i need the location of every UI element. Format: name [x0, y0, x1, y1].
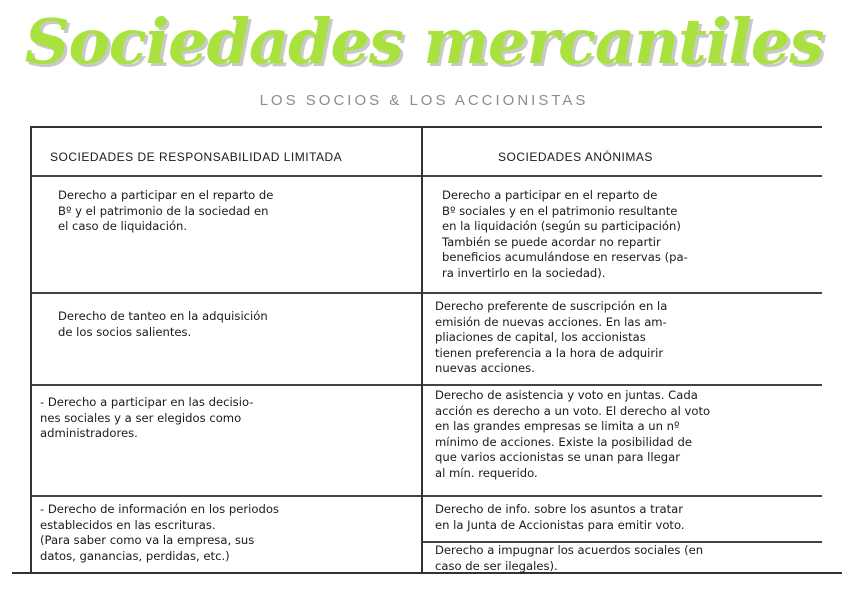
sa-cell: Derecho de info. sobre los asuntos a tratar en la Junta de Accionistas para emitir voto. [435, 502, 685, 532]
comparison-table [30, 126, 822, 574]
page-title: Sociedades mercantiles [24, 5, 824, 78]
srl-cell: Derecho a participar en el reparto de Bº y el patrimonio de la sociedad en el caso de liquidación. [58, 188, 274, 233]
row-divider [423, 384, 822, 386]
header-sa: SOCIEDADES ANÓNIMAS [498, 150, 653, 164]
row-divider [32, 292, 421, 294]
sa-cell: Derecho de asistencia y voto en juntas. Cada acción es derecho a un voto. El derecho al voto en las grandes empresas se limita a un nº mínimo de acciones. Existe la posibilidad de que varios accionistas se unan para llegar al mín. requerido. [435, 388, 711, 480]
bottom-rule [12, 572, 842, 574]
column-divider [421, 128, 423, 574]
sa-cell: Derecho preferente de suscripción en la emisión de nuevas acciones. En las am- pliaciones de capital, los accionistas tienen preferencia a la hora de adquirir nuevas acciones. [435, 299, 668, 375]
row-divider [423, 495, 822, 497]
sa-cell: Derecho a impugnar los acuerdos sociales (en caso de ser ilegales). [435, 543, 704, 573]
srl-cell: - Derecho a participar en las decisio- nes sociales y a ser elegidos como administradores. [40, 395, 254, 440]
row-divider [32, 175, 421, 177]
row-divider [423, 175, 822, 177]
row-divider [423, 292, 822, 294]
header-srl: SOCIEDADES DE RESPONSABILIDAD LIMITADA [50, 150, 343, 164]
sa-cell: Derecho a participar en el reparto de Bº sociales y en el patrimonio resultante en la liquidación (según su participación) También se puede acordar no repartir beneficios acumulándose en reservas (pa- ra invertirlo en la sociedad). [442, 188, 688, 280]
row-divider [32, 495, 421, 497]
srl-cell: - Derecho de información en los periodos establecidos en las escrituras. (Para saber como va la empresa, sus datos, ganancias, perdidas, etc.) [40, 502, 279, 563]
page-subtitle: LOS SOCIOS & LOS ACCIONISTAS [259, 92, 589, 109]
row-divider [32, 384, 421, 386]
srl-cell: Derecho de tanteo en la adquisición de los socios salientes. [58, 309, 268, 339]
